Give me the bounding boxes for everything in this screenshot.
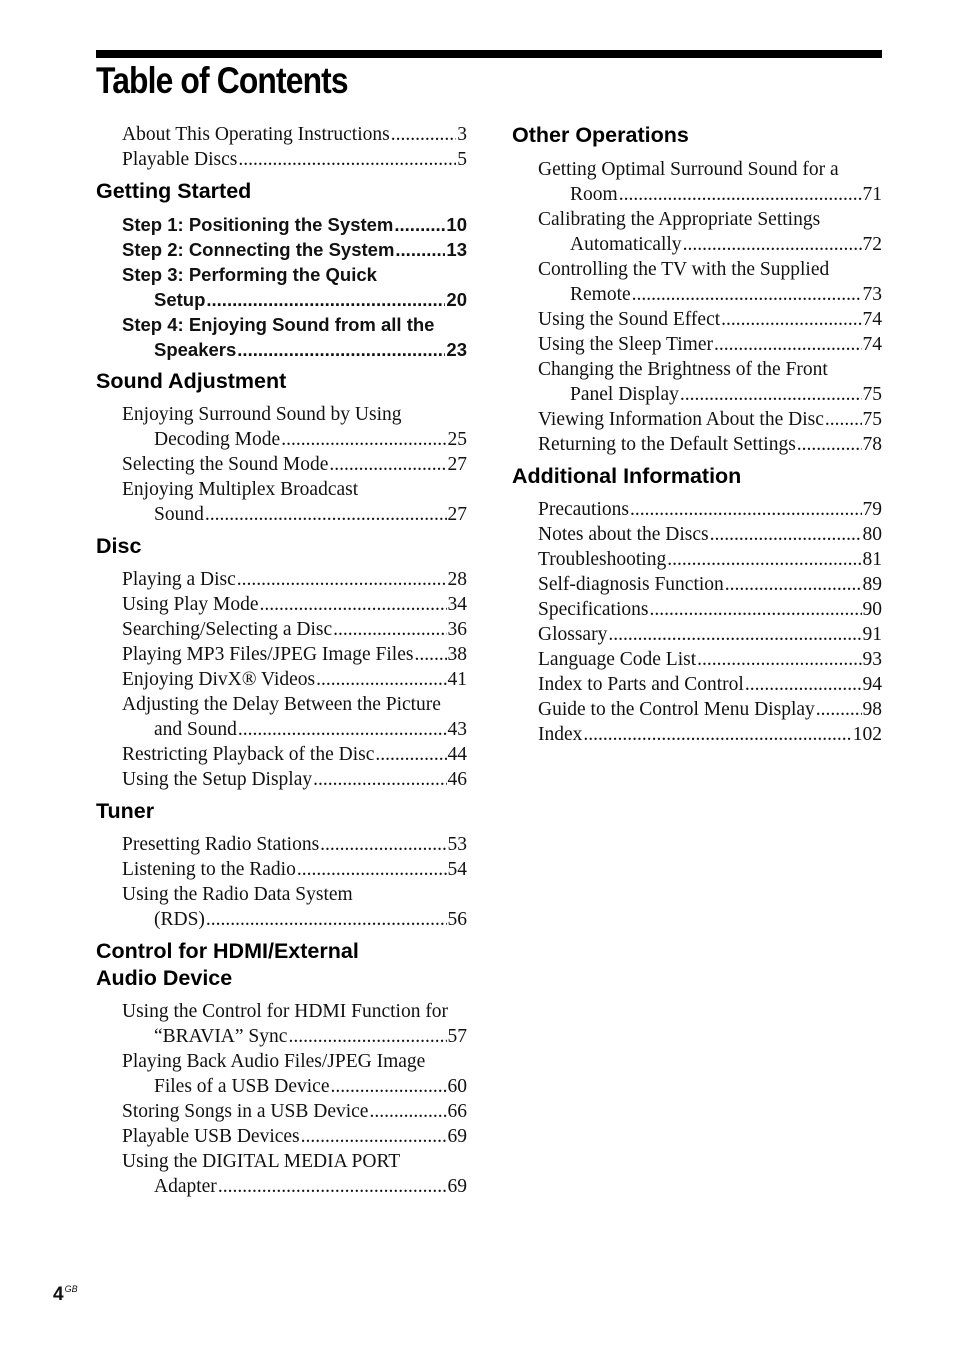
page-number: 91 <box>862 624 882 645</box>
page-number: 38 <box>447 644 467 665</box>
page-number: 13 <box>446 239 467 260</box>
section-heading-other-operations: Other Operations <box>512 123 689 147</box>
page-number: 80 <box>862 524 882 545</box>
toc-entry[interactable]: Guide to the Control Menu Display ..... 98 <box>512 697 882 722</box>
toc-entry[interactable]: Playing a Disc ..... 28 <box>96 567 467 592</box>
footer-page-number: $4^{GB}$ <box>53 1284 78 1305</box>
top-rule <box>96 50 882 58</box>
page-number: 69 <box>447 1176 467 1197</box>
toc-entry[interactable]: Presetting Radio Stations ..... 53 <box>96 832 467 857</box>
page-number: 36 <box>447 619 467 640</box>
page-number: 28 <box>447 569 467 590</box>
page-number: 93 <box>862 649 882 670</box>
toc-entry[interactable]: Enjoying Multiplex Broadcast Sound ..... 27 <box>96 477 467 527</box>
page-number: 79 <box>862 499 882 520</box>
page-number: 75 <box>862 384 882 405</box>
section-heading-sound-adjustment: Sound Adjustment <box>96 369 287 393</box>
toc-entry[interactable]: Language Code List ..... 93 <box>512 647 882 672</box>
toc-entry[interactable]: Using the Control for HDMI Function for “BRAVIA” Sync ..... 57 <box>96 999 467 1049</box>
toc-entry[interactable]: About This Operating Instructions ..... 3 <box>96 122 467 147</box>
page-number: 27 <box>447 454 467 475</box>
page-number: 41 <box>447 669 467 690</box>
page-number: 3 <box>457 124 467 145</box>
page-number: 66 <box>447 1101 467 1122</box>
toc-entry[interactable]: Changing the Brightness of the Front Panel Display ..... 75 <box>512 357 882 407</box>
page-number: 94 <box>862 674 882 695</box>
toc-entry[interactable]: Step 1: Positioning the System ..... 10 <box>96 212 467 237</box>
toc-entry[interactable]: Notes about the Discs ..... 80 <box>512 522 882 547</box>
section-heading-disc: Disc <box>96 534 142 558</box>
toc-entry[interactable]: Step 2: Connecting the System ..... 13 <box>96 237 467 262</box>
toc-entry[interactable]: Step 4: Enjoying Sound from all the Speakers ..... 23 <box>96 312 467 362</box>
toc-entry[interactable]: Searching/Selecting a Disc ..... 36 <box>96 617 467 642</box>
page-number: 74 <box>862 309 882 330</box>
toc-entry[interactable]: Returning to the Default Settings ..... 78 <box>512 432 882 457</box>
section-heading-tuner: Tuner <box>96 799 155 823</box>
page-number: 98 <box>862 699 882 720</box>
page-number: 23 <box>446 339 467 360</box>
page-number: 89 <box>862 574 882 595</box>
toc-entry[interactable]: Adjusting the Delay Between the Picture and Sound ..... 43 <box>96 692 467 742</box>
page-number: 73 <box>862 284 882 305</box>
page-number: 57 <box>447 1026 467 1047</box>
page-number: 46 <box>447 769 467 790</box>
toc-entry[interactable]: Precautions ..... 79 <box>512 497 882 522</box>
toc-entry[interactable]: Specifications ..... 90 <box>512 597 882 622</box>
page-number: 25 <box>447 429 467 450</box>
toc-entry[interactable]: Enjoying Surround Sound by Using Decoding Mode ..... 25 <box>96 402 467 452</box>
page-number: 34 <box>447 594 467 615</box>
toc-entry[interactable]: Using the DIGITAL MEDIA PORT Adapter ..... 69 <box>96 1149 467 1199</box>
page-number: 60 <box>447 1076 467 1097</box>
toc-entry[interactable]: Index to Parts and Control ..... 94 <box>512 672 882 697</box>
toc-entry[interactable]: Self-diagnosis Function ..... 89 <box>512 572 882 597</box>
toc-entry[interactable]: Glossary ..... 91 <box>512 622 882 647</box>
page-number: 10 <box>446 214 467 235</box>
page-number: 72 <box>862 234 882 255</box>
toc-entry[interactable]: Using the Radio Data System (RDS) ..... 56 <box>96 882 467 932</box>
toc-right-column <box>512 122 882 747</box>
toc-entry[interactable]: Playing Back Audio Files/JPEG Image Files of a USB Device ..... 60 <box>96 1049 467 1099</box>
toc-entry[interactable]: Playable USB Devices ..... 69 <box>96 1124 467 1149</box>
toc-entry[interactable]: Getting Optimal Surround Sound for a Room ..... 71 <box>512 157 882 207</box>
page-number: 53 <box>447 834 467 855</box>
page-number: 54 <box>447 859 467 880</box>
toc-entry[interactable]: Playing MP3 Files/JPEG Image Files ..... 38 <box>96 642 467 667</box>
page-number: 74 <box>862 334 882 355</box>
toc-entry[interactable]: Step 3: Performing the Quick Setup ..... 20 <box>96 262 467 312</box>
toc-entry[interactable]: Using the Sleep Timer ..... 74 <box>512 332 882 357</box>
toc-entry[interactable]: Playable Discs ..... 5 <box>96 147 467 172</box>
toc-entry[interactable]: Using the Sound Effect ..... 74 <box>512 307 882 332</box>
toc-entry[interactable]: Restricting Playback of the Disc ..... 44 <box>96 742 467 767</box>
page-number: 20 <box>446 289 467 310</box>
section-heading-control-hdmi: Control for HDMI/External Audio Device <box>96 939 359 990</box>
page-number: 71 <box>862 184 882 205</box>
toc-entry[interactable]: Using Play Mode ..... 34 <box>96 592 467 617</box>
page-number: 90 <box>862 599 882 620</box>
footer-locale-suffix: GB <box>64 1284 78 1294</box>
page-number: 81 <box>862 549 882 570</box>
page-number: 102 <box>852 724 882 745</box>
page-number: 78 <box>862 434 882 455</box>
toc-entry[interactable]: Index ..... 102 <box>512 722 882 747</box>
page-title: Table of Contents <box>96 60 348 101</box>
page-number: 56 <box>447 909 467 930</box>
section-heading-additional-information: Additional Information <box>512 464 742 488</box>
toc-entry[interactable]: Controlling the TV with the Supplied Remote ..... 73 <box>512 257 882 307</box>
toc-entry[interactable]: Viewing Information About the Disc ..... 75 <box>512 407 882 432</box>
toc-entry[interactable]: Selecting the Sound Mode ..... 27 <box>96 452 467 477</box>
toc-entry[interactable]: Using the Setup Display ..... 46 <box>96 767 467 792</box>
toc-entry[interactable]: Storing Songs in a USB Device ..... 66 <box>96 1099 467 1124</box>
toc-entry[interactable]: Troubleshooting ..... 81 <box>512 547 882 572</box>
toc-entry[interactable]: Calibrating the Appropriate Settings Automatically ..... 72 <box>512 207 882 257</box>
page-number: 27 <box>447 504 467 525</box>
toc-left-column <box>96 122 467 1199</box>
page-number: 69 <box>447 1126 467 1147</box>
section-heading-getting-started: Getting Started <box>96 179 252 203</box>
toc-entry[interactable]: Listening to the Radio ..... 54 <box>96 857 467 882</box>
page-number: 44 <box>447 744 467 765</box>
toc-entry[interactable]: Enjoying DivX® Videos ..... 41 <box>96 667 467 692</box>
page-number: 75 <box>862 409 882 430</box>
page-number: 5 <box>457 149 467 170</box>
page-number: 43 <box>447 719 467 740</box>
